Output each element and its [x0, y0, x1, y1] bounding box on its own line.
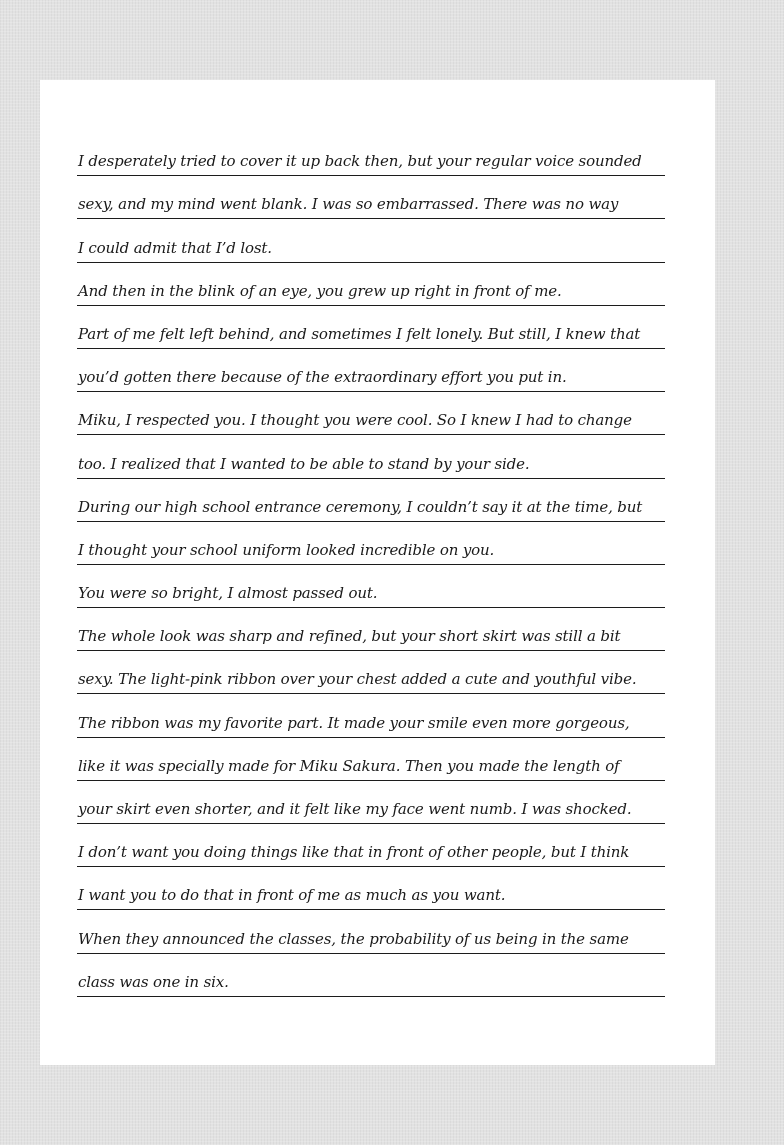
- letter-line: class was one in six.: [77, 954, 665, 997]
- letter-line: The ribbon was my favorite part. It made your smile even more gorgeous,: [77, 694, 665, 737]
- letter-line: I thought your school uniform looked incredible on you.: [77, 522, 665, 565]
- letter-line: sexy. The light-pink ribbon over your chest added a cute and youthful vibe.: [77, 651, 665, 694]
- letter-page: [40, 80, 715, 1065]
- letter-line: you’d gotten there because of the extraordinary effort you put in.: [77, 349, 665, 392]
- letter-line: The whole look was sharp and refined, but your short skirt was still a bit: [77, 608, 665, 651]
- letter-line: I don’t want you doing things like that in front of other people, but I think: [77, 824, 665, 867]
- letter-line: I want you to do that in front of me as much as you want.: [77, 867, 665, 910]
- letter-line: like it was specially made for Miku Sakura. Then you made the length of: [77, 738, 665, 781]
- letter-line: When they announced the classes, the probability of us being in the same: [77, 910, 665, 953]
- letter-line: sexy, and my mind went blank. I was so embarrassed. There was no way: [77, 176, 665, 219]
- letter-lines: [77, 133, 665, 997]
- letter-line: Part of me felt left behind, and sometimes I felt lonely. But still, I knew that: [77, 306, 665, 349]
- letter-line: Miku, I respected you. I thought you were cool. So I knew I had to change: [77, 392, 665, 435]
- letter-line: your skirt even shorter, and it felt like my face went numb. I was shocked.: [77, 781, 665, 824]
- letter-line: During our high school entrance ceremony, I couldn’t say it at the time, but: [77, 479, 665, 522]
- letter-line: I desperately tried to cover it up back then, but your regular voice sounded: [77, 133, 665, 176]
- letter-line: too. I realized that I wanted to be able to stand by your side.: [77, 435, 665, 478]
- letter-line: I could admit that I’d lost.: [77, 219, 665, 262]
- letter-line: You were so bright, I almost passed out.: [77, 565, 665, 608]
- letter-line: And then in the blink of an eye, you grew up right in front of me.: [77, 263, 665, 306]
